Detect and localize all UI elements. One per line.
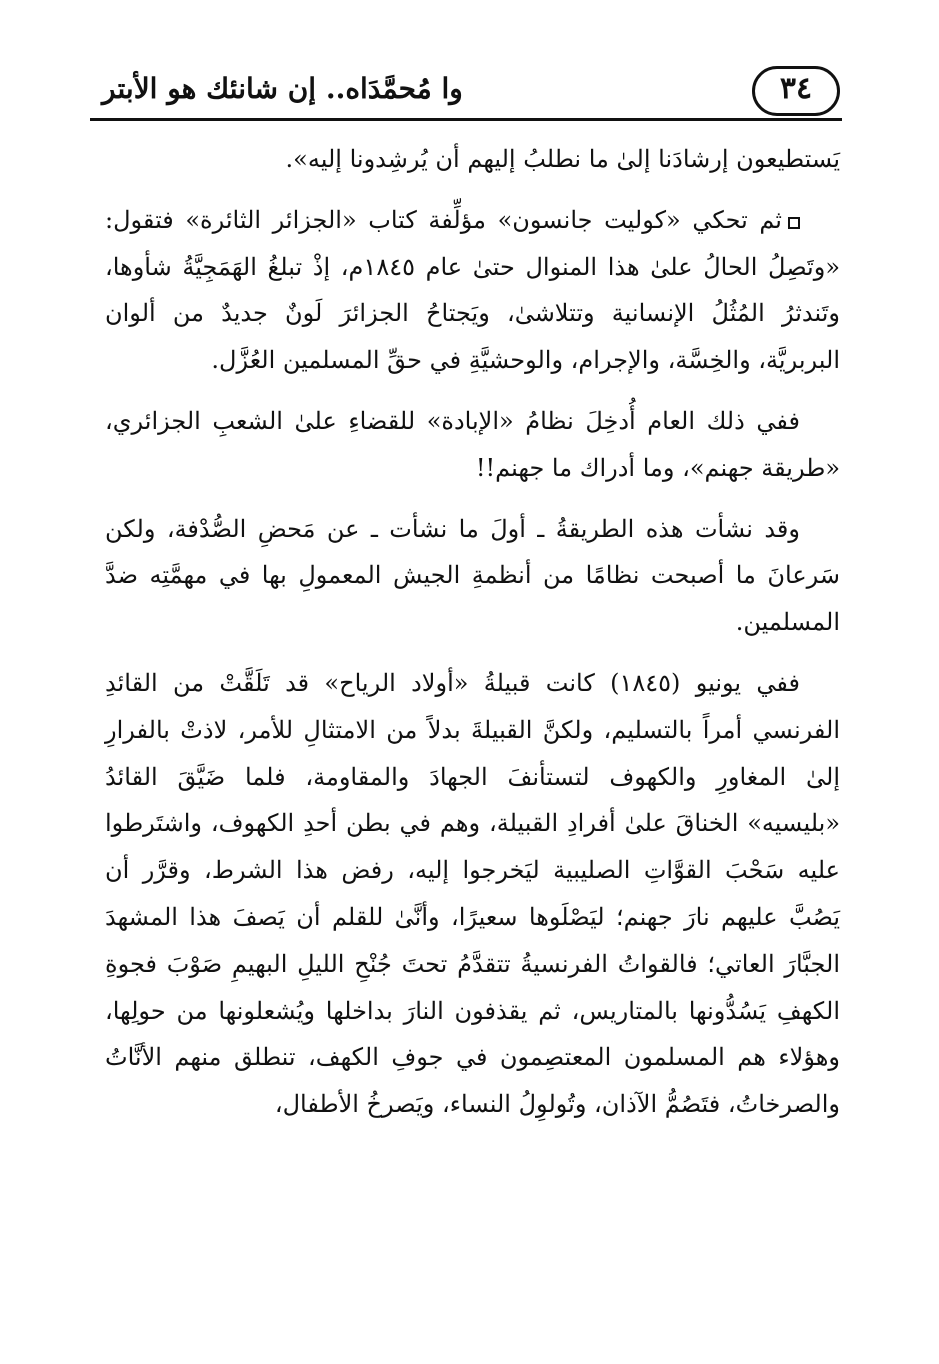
header-rule (90, 118, 842, 121)
paragraph-5: ففي يونيو (١٨٤٥) كانت قبيلةُ «أولاد الرياح» قد تَلَقَّتْ من القائدِ الفرنسي أمراً بالتسليم، ولكنَّ القبيلةَ بدلاً من الامتثالِ للأمر، لاذتْ بالفرارِ إلىٰ المغاورِ والكهوف لتستأنفَ الجهادَ والمقاومة، فلما ضَيَّقَ القائدُ «بليسيه» الخناقَ علىٰ أفرادِ القبيلة، وهم في بطن أحدِ الكهوف، واشتَرطوا عليه سَحْبَ القوَّاتِ الصليبية ليَخرجوا إليه، رفض هذا الشرط، وقرَّر أن يَصُبَّ عليهم نارَ جهنم؛ ليَصْلَوها سعيرًا، وأنَّىٰ للقلم أن يَصفَ هذا المشهدَ الجبَّارَ العاتي؛ فالقواتُ الفرنسيةُ تتقدَّمُ تحتَ جُنْحِ الليلِ البهيمِ صَوْبَ فجوةِ الكهفِ يَسُدُّونها بالمتاريس، ثم يقذفون النارَ بداخلها ويُشعلونها من حولِها، وهؤلاء هم المسلمون المعتصِمون في جوفِ الكهف، تنطلق منهم الأنَّاتُ والصرخاتُ، فتَصُمُّ الآذان، وتُولوِلُ النساء، ويَصرخُ الأطفال، (105, 668, 840, 1119)
page-header (90, 58, 850, 124)
paragraph-2 (105, 197, 840, 384)
paragraph-1: يَستطيعون إرشادَنا إلىٰ ما نطلبُ إليهم أن يُرشِدونا إليه». (285, 145, 840, 173)
paragraph-3: ففي ذلك العام أُدخِلَ نظامُ «الإبادة» للقضاءِ علىٰ الشعبِ الجزائري، «طريقة جهنم»، وما أدراك ما جهنم!! (105, 406, 840, 482)
square-bullet-icon (788, 217, 800, 229)
body-text (105, 136, 840, 1128)
paragraph-2-text: ثم تحكي «كوليت جانسون» مؤلِّفة كتاب «الجزائر الثائرة» فتقول: «وتَصِلُ الحالُ علىٰ هذا المنوال حتىٰ عام ١٨٤٥م، إذْ تبلغُ الهَمَجِيَّةُ شأوها، وتَندثرُ المُثُلُ الإنسانية وتتلاشىٰ، ويَجتاحُ الجزائرَ لَونٌ جديدٌ من ألوان البربريَّة، والخِسَّة، والإجرام، والوحشيَّةِ في حقِّ المسلمين العُزَّل. (105, 205, 840, 375)
paragraph-4: وقد نشأت هذه الطريقةُ ـ أولَ ما نشأت ـ عن مَحضِ الصُّدْفة، ولكن سَرعانَ ما أصبحت نظامًا من أنظمةِ الجيش المعمولِ بها في مهمَّتِه ضدَّ المسلمين. (105, 514, 840, 637)
running-title: وا مُحمَّدَاه.. إن شانئك هو الأبتر (102, 72, 463, 105)
page-number: ٣٤ (752, 66, 840, 116)
